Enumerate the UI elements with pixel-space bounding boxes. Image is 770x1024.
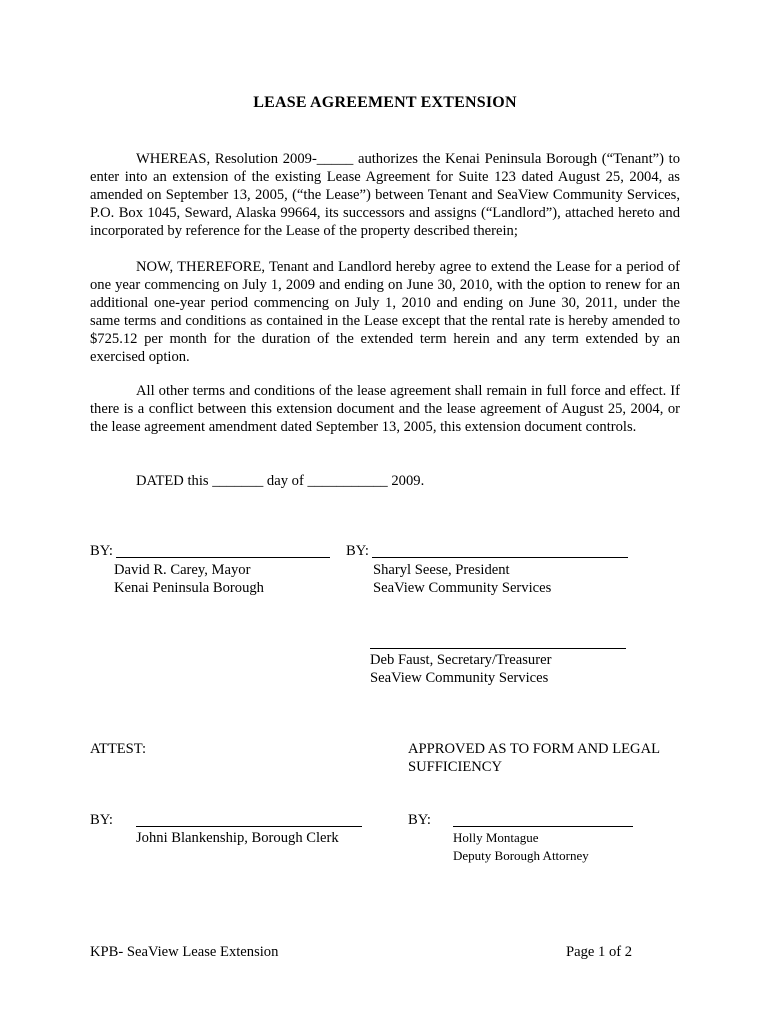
tenant-by-label: BY: (90, 543, 113, 559)
other-terms-paragraph: All other terms and conditions of the lease agreement shall remain in full force and effect. If there is a conflict between this extension document and the lease agreement of August 25, 2004, or the lease agreement amendment dated September 13, 2005, this extension document controls. (90, 383, 680, 435)
landlord-signature-line[interactable] (372, 557, 628, 558)
tenant-signature-line[interactable] (116, 557, 330, 558)
landlord-by-label: BY: (346, 543, 369, 559)
whereas-paragraph: WHEREAS, Resolution 2009-_____ authorizes the Kenai Peninsula Borough (“Tenant”) to enter into an extension of the existing Lease Agreement for Suite 123 dated August 25, 2004, as amended on September 13, 2005, (“the Lease”) between Tenant and SeaView Community Services, P.O. Box 1045, Seward, Alaska 99664, its successors and assigns (“Landlord”), attached hereto and incorporated by reference for the Lease of the property described therein; (90, 151, 680, 239)
dated-line: DATED this _______ day of ___________ 2009. (136, 473, 425, 489)
attorney-by-label: BY: (408, 812, 431, 828)
footer-document-name: KPB- SeaView Lease Extension (90, 944, 279, 960)
clerk-by-label: BY: (90, 812, 113, 828)
landlord-organization: SeaView Community Services (373, 580, 552, 596)
attest-label: ATTEST: (90, 741, 147, 757)
approved-label-line1: APPROVED AS TO FORM AND LEGAL (408, 741, 661, 757)
attorney-title: Deputy Borough Attorney (453, 848, 589, 863)
footer-page-number: Page 1 of 2 (566, 944, 633, 960)
attorney-signer-name: Holly Montague (453, 830, 539, 845)
now-therefore-paragraph: NOW, THEREFORE, Tenant and Landlord hereby agree to extend the Lease for a period of one year commencing on July 1, 2009 and ending on June 30, 2010, with the option to renew for an additional one-year period commencing on July 1, 2010 and ending on June 30, 2011, under the same terms and conditions as contained in the Lease except that the rental rate is hereby amended to $725.12 per month for the duration of the extended term herein and any term extended by an exercised option. (90, 259, 680, 365)
approved-label-line2: SUFFICIENCY (408, 759, 503, 775)
clerk-signer-name: Johni Blankenship, Borough Clerk (136, 830, 339, 846)
landlord-signer-name: Sharyl Seese, President (373, 562, 510, 578)
secretary-signature-line[interactable] (370, 648, 626, 649)
document-title: LEASE AGREEMENT EXTENSION (253, 94, 517, 111)
attorney-signature-line[interactable] (453, 826, 633, 827)
tenant-organization: Kenai Peninsula Borough (114, 580, 264, 596)
secretary-signer-name: Deb Faust, Secretary/Treasurer (370, 652, 552, 668)
clerk-signature-line[interactable] (136, 826, 362, 827)
tenant-signer-name: David R. Carey, Mayor (114, 562, 251, 578)
secretary-organization: SeaView Community Services (370, 670, 549, 686)
